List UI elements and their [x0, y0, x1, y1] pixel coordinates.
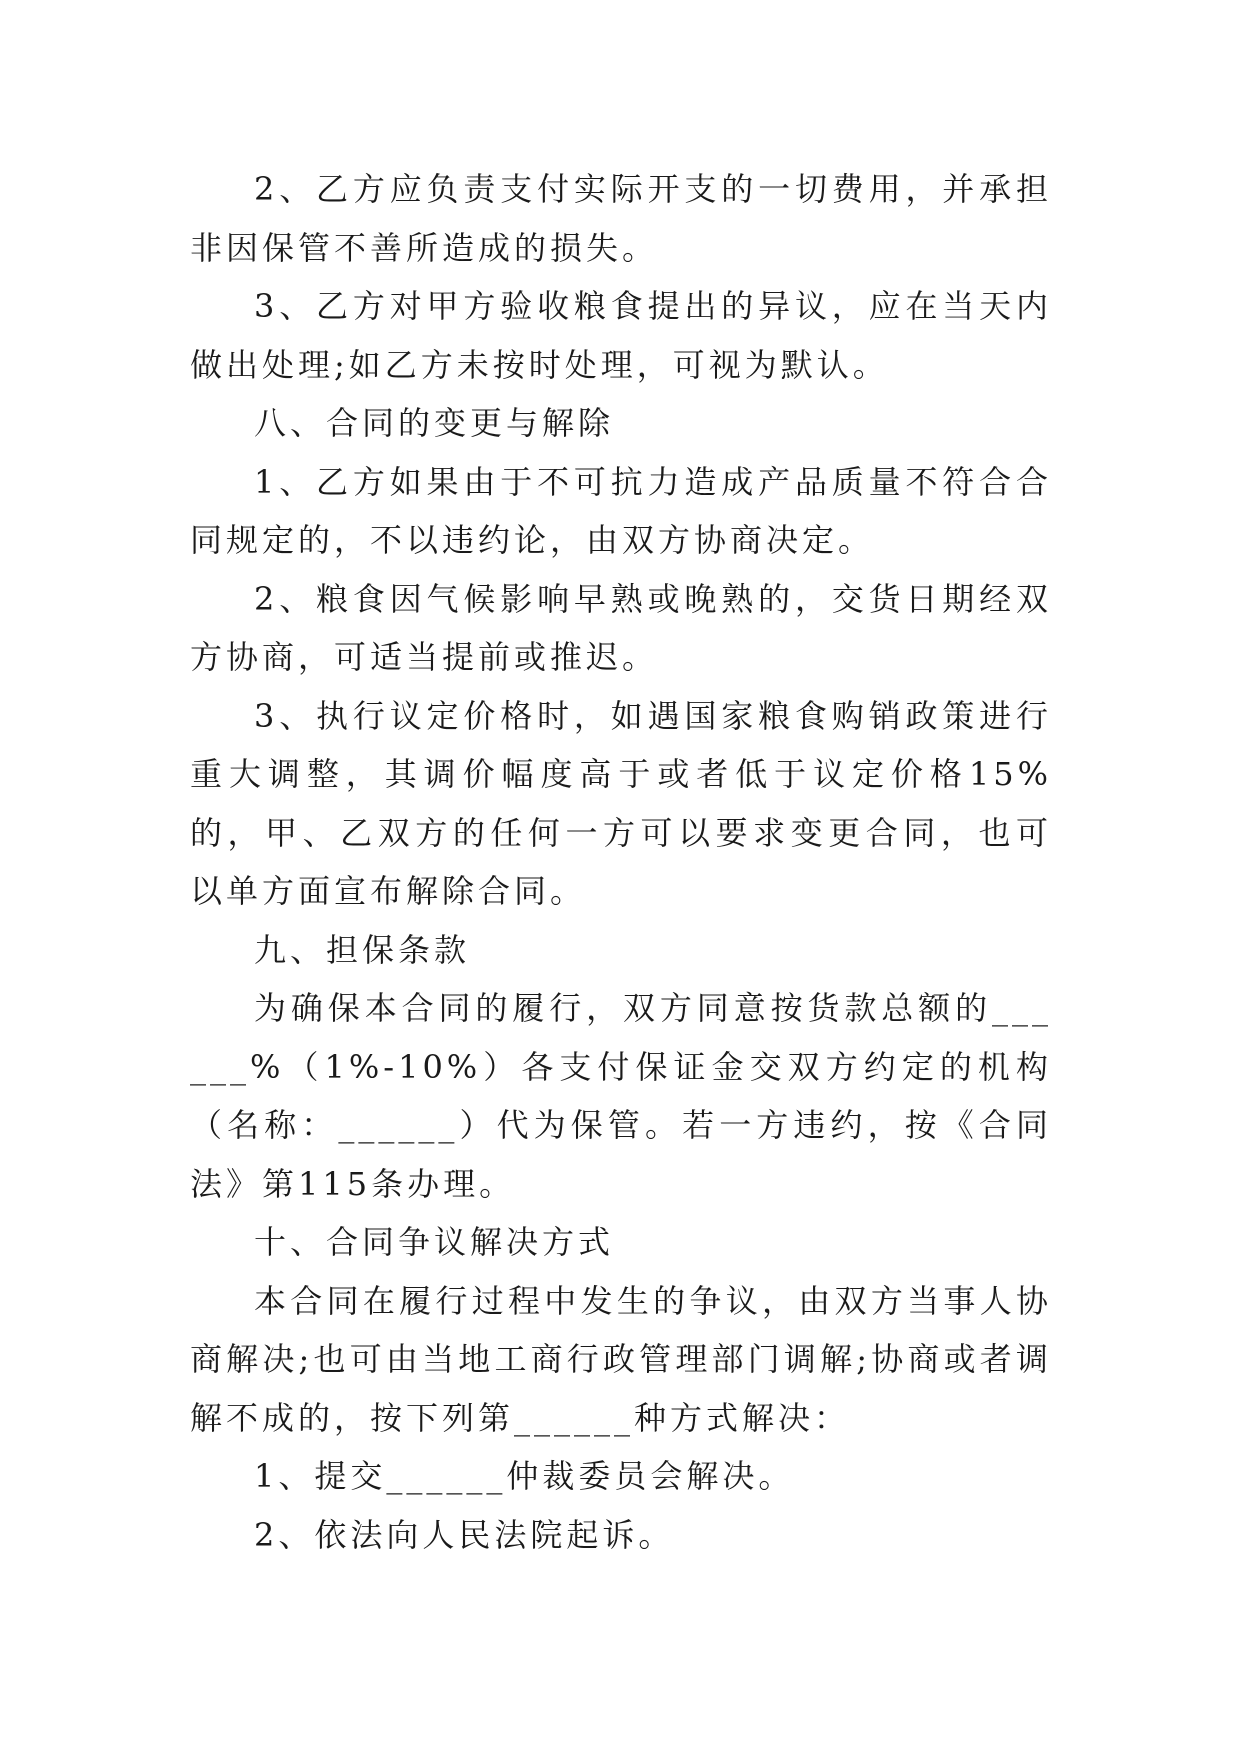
clause-8-item-3: 3、执行议定价格时，如遇国家粮食购销政策进行重大调整，其调价幅度高于或者低于议定价格15%的，甲、乙双方的任何一方可以要求变更合同，也可以单方面宣布解除合同。 [190, 696, 1052, 910]
clause-10-item-2: 2、依法向人民法院起诉。 [254, 1515, 675, 1554]
document-body [190, 160, 1052, 1564]
clause-9-body: 为确保本合同的履行，双方同意按货款总额的______%（1%-10%）各支付保证金交双方约定的机构（名称：______）代为保管。若一方违约，按《合同法》第115条办理。 [190, 989, 1052, 1203]
section-heading-8: 八、合同的变更与解除 [254, 404, 615, 442]
clause-8-item-2: 2、粮食因气候影响早熟或晚熟的，交货日期经双方协商，可适当提前或推迟。 [190, 579, 1052, 676]
clause-10-body: 本合同在履行过程中发生的争议，由双方当事人协商解决;也可由当地工商行政管理部门调解;协商或者调解不成的，按下列第______种方式解决： [190, 1281, 1052, 1437]
section-heading-9: 九、担保条款 [254, 930, 471, 969]
clause-8-item-1: 1、乙方如果由于不可抗力造成产品质量不符合合同规定的，不以违约论，由双方协商决定。 [190, 462, 1052, 559]
section-heading-10: 十、合同争议解决方式 [254, 1223, 615, 1261]
clause-7-item-3: 3、乙方对甲方验收粮食提出的异议，应在当天内做出处理;如乙方未按时处理，可视为默认。 [190, 287, 1052, 384]
clause-7-item-2: 2、乙方应负责支付实际开支的一切费用，并承担非因保管不善所造成的损失。 [190, 170, 1052, 267]
clause-10-item-1: 1、提交______仲裁委员会解决。 [254, 1457, 795, 1495]
